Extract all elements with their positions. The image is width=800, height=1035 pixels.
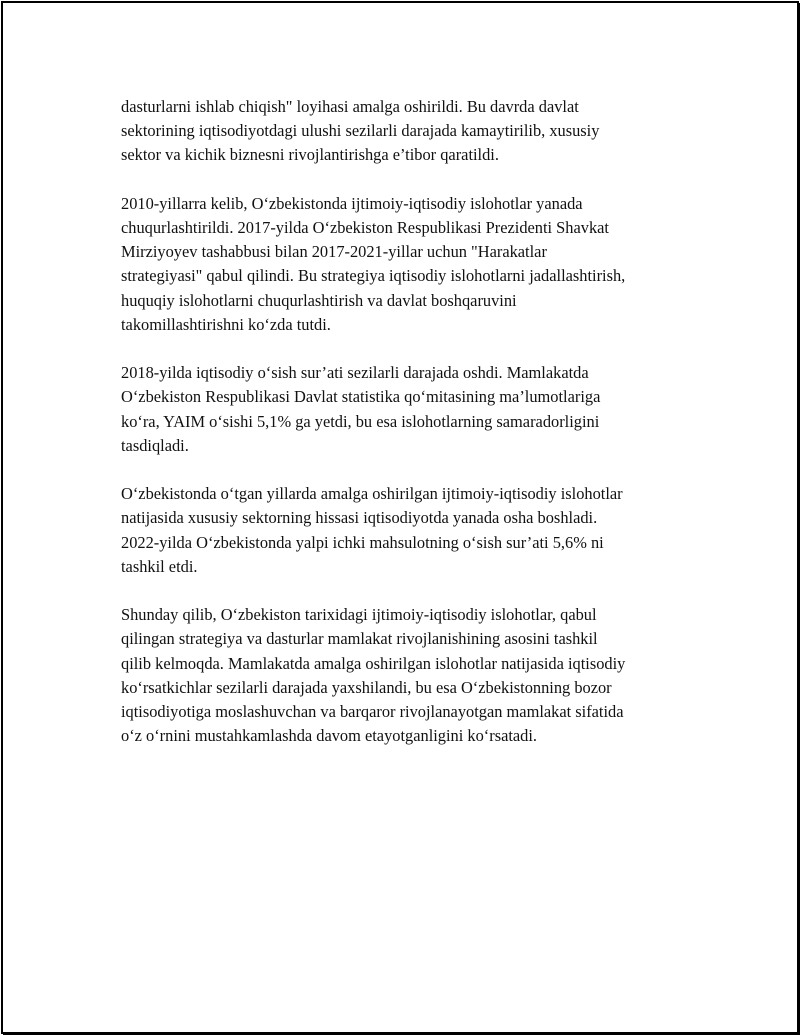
paragraph-line: Mirziyoyev tashabbusi bilan 2017-2021-yillar uchun "Harakatlar (121, 242, 547, 262)
paragraph-line: ko‘ra, YAIM o‘sishi 5,1% ga yetdi, bu esa islohotlarning samaradorligini (121, 411, 600, 431)
paragraph-line: tashkil etdi. (121, 556, 198, 576)
paragraph-line: natijasida xususiy sektorning hissasi iqtisodiyotda yanada osha boshladi. (121, 508, 598, 528)
paragraph-line: qilingan strategiya va dasturlar mamlakat rivojlanishining asosini tashkil (121, 629, 598, 649)
paragraph-line: tasdiqladi. (121, 435, 189, 455)
paragraph-line: iqtisodiyotiga moslashuvchan va barqaror rivojlanayotgan mamlakat sifatida (121, 702, 624, 722)
paragraph-line: takomillashtirishni ko‘zda tutdi. (121, 314, 331, 334)
paragraph-5 (121, 603, 701, 748)
paragraph-line: o‘z o‘rnini mustahkamlashda davom etayotganligini ko‘rsatadi. (121, 726, 538, 746)
paragraph-line: dasturlarni ishlab chiqish" loyihasi amalga oshirildi. Bu davrda davlat (121, 97, 579, 116)
paragraph-line: 2010-yillarra kelib, O‘zbekistonda ijtimoiy-iqtisodiy islohotlar yanada (121, 193, 583, 213)
paragraph-2 (121, 192, 701, 337)
paragraph-line: strategiyasi" qabul qilindi. Bu strategiya iqtisodiy islohotlarni jadallashtirish, (121, 266, 626, 286)
document-page (1, 1, 799, 1034)
paragraph-1 (121, 95, 701, 168)
paragraph-line: huquqiy islohotlarni chuqurlashtirish va davlat boshqaruvini (121, 290, 517, 310)
paragraph-line: sektorining iqtisodiyotdagi ulushi sezilarli darajada kamaytirilib, xususiy (121, 121, 600, 141)
paragraph-line: chuqurlashtirildi. 2017-yilda O‘zbekiston Respublikasi Prezidenti Shavkat (121, 218, 609, 237)
paragraph-line: ko‘rsatkichlar sezilarli darajada yaxshilandi, bu esa O‘zbekistonning bozor (121, 677, 612, 697)
paragraph-line: qilib kelmoqda. Mamlakatda amalga oshirilgan islohotlar natijasida iqtisodiy (121, 653, 626, 673)
paragraph-line: O‘zbekistonda o‘tgan yillarda amalga oshirilgan ijtimoiy-iqtisodiy islohotlar (121, 484, 623, 504)
paragraph-line: Shunday qilib, O‘zbekiston tarixidagi ijtimoiy-iqtisodiy islohotlar, qabul (121, 605, 597, 625)
paragraph-3 (121, 361, 701, 458)
paragraph-line: 2022-yilda O‘zbekistonda yalpi ichki mahsulotning o‘sish sur’ati 5,6% ni (121, 532, 604, 552)
paragraph-line: O‘zbekiston Respublikasi Davlat statistika qo‘mitasining ma’lumotlariga (121, 387, 601, 407)
paragraph-4 (121, 482, 701, 579)
document-body (121, 95, 701, 773)
paragraph-line: sektor va kichik biznesni rivojlantirishga e’tibor qaratildi. (121, 145, 499, 165)
paragraph-line: 2018-yilda iqtisodiy o‘sish sur’ati sezilarli darajada oshdi. Mamlakatda (121, 363, 589, 383)
